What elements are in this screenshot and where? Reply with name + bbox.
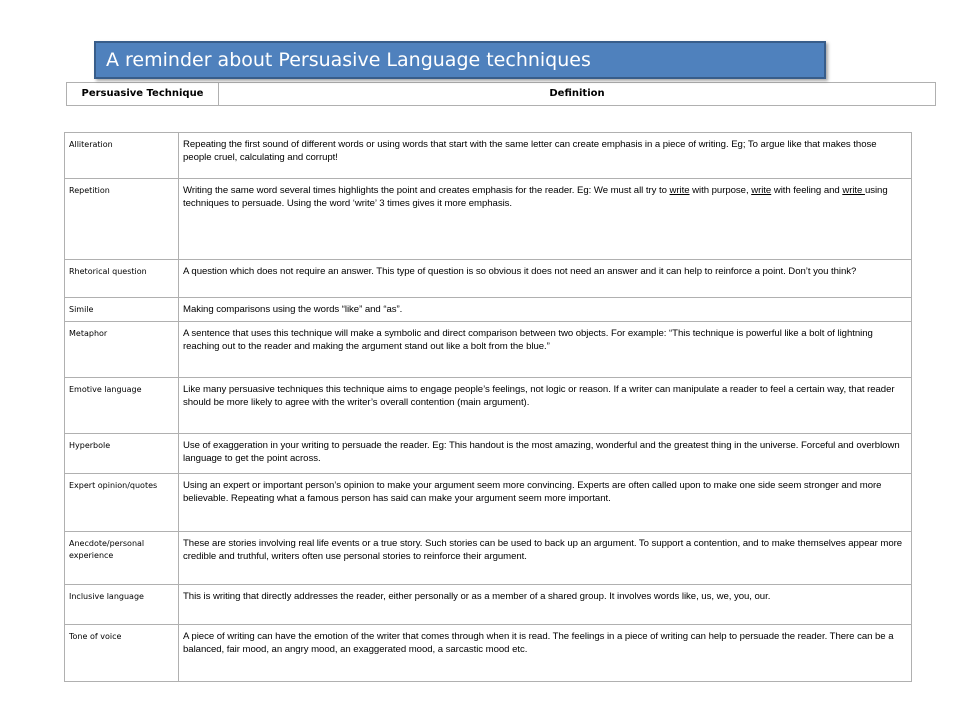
table-row	[65, 585, 911, 625]
term-cell: Rhetorical question	[65, 260, 179, 297]
underlined-word: write	[751, 185, 772, 196]
definition-cell: Use of exaggeration in your writing to persuade the reader. Eg: This handout is the most amazing, wonderful and the greatest thing in the universe. Forceful and overblown language to get the point across.	[183, 440, 900, 464]
header-definition: Definition	[549, 88, 605, 99]
definition-cell: This is writing that directly addresses the reader, either personally or as a member of a shared group. It involves words like, us, we, you, our.	[183, 591, 771, 602]
definition-cell: Like many persuasive techniques this technique aims to engage people’s feelings, not logic or reason. If a writer can manipulate a reader to feel a certain way, that reader should be more likely to agree with the writer’s overall contention (main argument).	[183, 384, 895, 408]
table-row	[65, 625, 911, 681]
term-cell: Simile	[65, 298, 179, 321]
table-row	[65, 133, 911, 179]
definition-cell: These are stories involving real life events or a true story. Such stories can be used to back up an argument. To support a contention, and to make themselves appear more credible and truthful, writers often use personal stories to reinforce their argument.	[183, 538, 903, 562]
definition-cell: Making comparisons using the words “like” and “as”.	[183, 304, 403, 315]
definition-text: Writing the same word several times highlights the point and creates emphasis for the reader. Eg: We must all try to	[183, 185, 670, 196]
table-row	[65, 532, 911, 585]
table-row	[65, 378, 911, 434]
definition-text: with feeling and	[771, 185, 843, 196]
table-row	[65, 260, 911, 298]
term-cell: Expert opinion/quotes	[65, 474, 179, 531]
definition-cell: Using an expert or important person’s opinion to make your argument seem more convincing. Experts are often called upon to make one side seem stronger and more believable. Repeating what a famous person has said can make your argument seem more important.	[183, 480, 882, 504]
definition-cell: Repeating the first sound of different words or using words that start with the same letter can create emphasis in a piece of writing. Eg; To argue like that makes those people cruel, calculating and corrupt!	[183, 139, 877, 163]
definition-text: with purpose,	[689, 185, 752, 196]
definition-cell	[179, 179, 911, 259]
underlined-word: write	[842, 185, 865, 196]
term-cell: Tone of voice	[65, 625, 179, 681]
term-cell: Hyperbole	[65, 434, 179, 473]
table-row	[65, 474, 911, 532]
underlined-word: write	[669, 185, 690, 196]
slide-title: A reminder about Persuasive Language techniques	[106, 49, 591, 71]
title-banner	[94, 41, 826, 79]
term-cell: Repetition	[65, 179, 179, 259]
definition-cell: A sentence that uses this technique will make a symbolic and direct comparison between two objects. For example: “This technique is powerful like a bolt of lightning reaching out to the reader and making the argument stand out like a bolt from the blue.”	[183, 328, 873, 352]
definition-text: using techniques to persuade. Using the word ‘write’ 3 times gives it more emphasis.	[183, 185, 888, 209]
definition-cell: A question which does not require an answer. This type of question is so obvious it does not need an answer and it can help to reinforce a point. Don’t you think?	[183, 266, 857, 277]
table-row	[65, 298, 911, 322]
term-cell: Emotive language	[65, 378, 179, 433]
techniques-table	[64, 132, 912, 682]
table-row	[65, 434, 911, 474]
table-row	[65, 179, 911, 260]
header-technique: Persuasive Technique	[67, 83, 219, 105]
header-table	[66, 82, 936, 106]
term-cell: Inclusive language	[65, 585, 179, 624]
term-cell: Alliteration	[65, 133, 179, 178]
term-cell: Metaphor	[65, 322, 179, 377]
definition-cell: A piece of writing can have the emotion of the writer that comes through when it is read. The feelings in a piece of writing can help to persuade the reader. There can be a balanced, fair mood, an angry mood, an exaggerated mood, a sarcastic mood etc.	[183, 631, 894, 655]
term-cell: Anecdote/personal experience	[65, 532, 179, 584]
table-row	[65, 322, 911, 378]
